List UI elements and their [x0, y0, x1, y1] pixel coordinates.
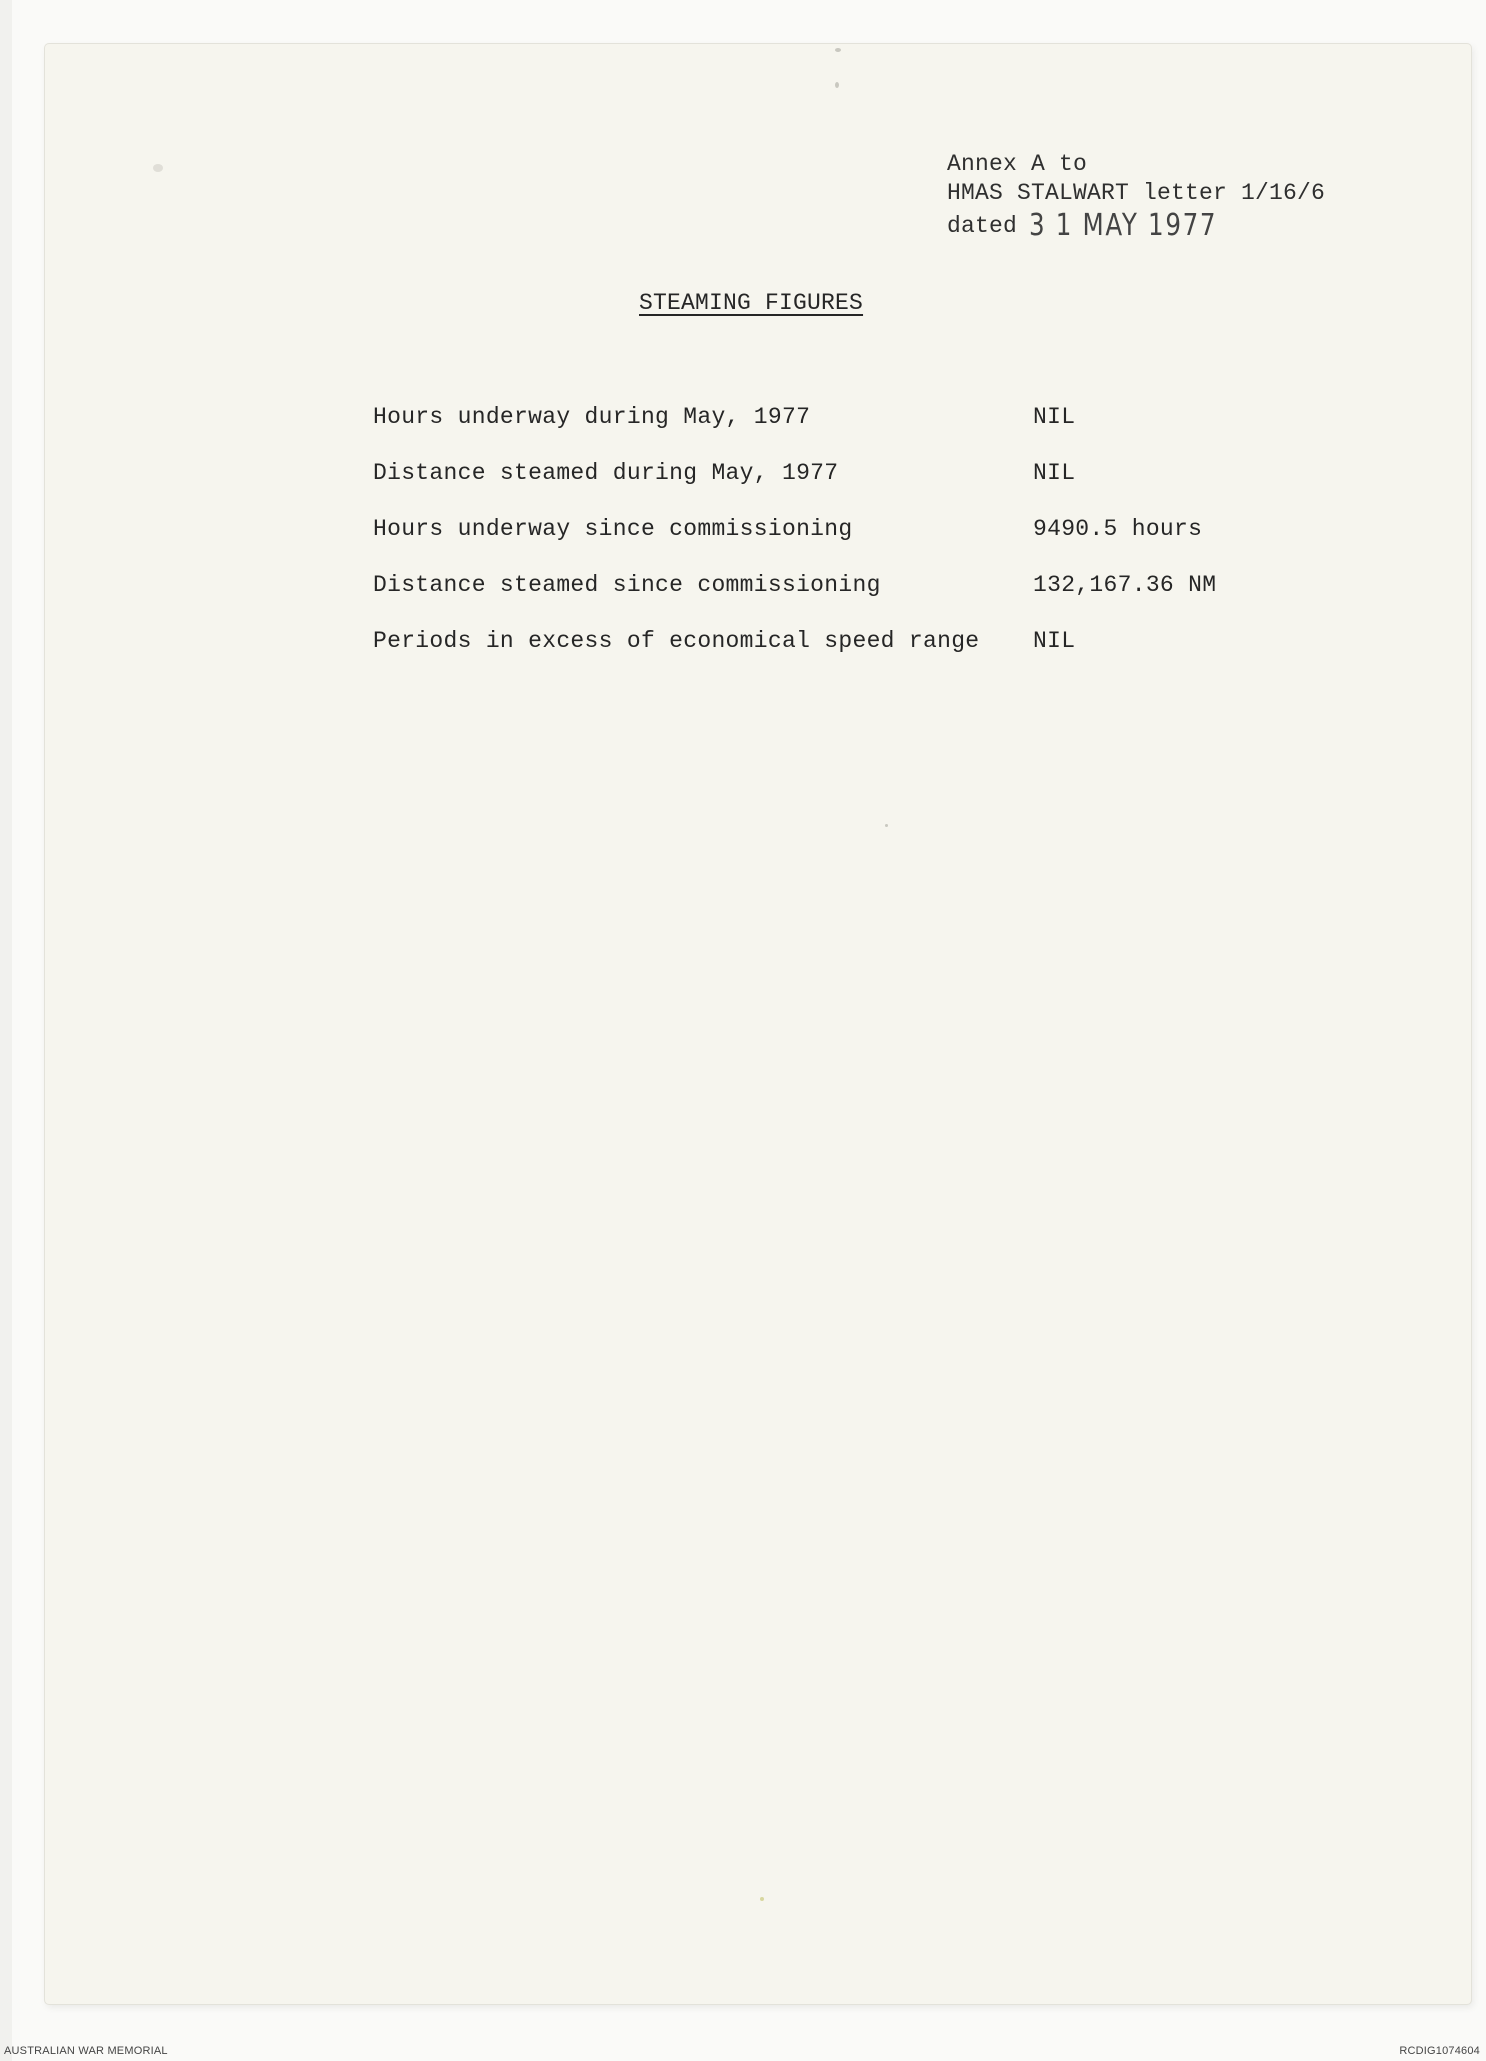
paper-speck: [760, 1897, 764, 1901]
document-page: [45, 44, 1471, 2004]
scan-edge: [0, 0, 12, 2061]
figure-label: Distance steamed during May, 1977: [373, 460, 839, 486]
annex-dated-line: [947, 208, 1325, 241]
dated-label: dated: [947, 213, 1018, 239]
figure-value: NIL: [1033, 404, 1076, 430]
annex-line-1: Annex A to: [947, 151, 1088, 177]
annex-reference: [947, 150, 1325, 241]
annex-line-2: HMAS STALWART letter 1/16/6: [947, 180, 1326, 206]
archive-credit: AUSTRALIAN WAR MEMORIAL: [4, 2045, 168, 2057]
figure-label: Hours underway since commissioning: [373, 516, 853, 542]
paper-speck: [885, 824, 888, 827]
archive-id: RCDIG1074604: [1399, 2045, 1480, 2057]
date-stamp: 3 1 MAY 1977: [1029, 208, 1218, 243]
figure-label: Periods in excess of economical speed range: [373, 628, 980, 654]
page-title: STEAMING FIGURES: [639, 290, 864, 316]
paper-speck: [835, 48, 841, 52]
paper-speck: [835, 82, 839, 88]
figure-value: 9490.5 hours: [1033, 516, 1203, 542]
paper-speck: [153, 164, 163, 172]
figure-value: 132,167.36 NM: [1033, 572, 1217, 598]
figure-value: NIL: [1033, 460, 1076, 486]
figure-label: Distance steamed since commissioning: [373, 572, 881, 598]
figure-label: Hours underway during May, 1977: [373, 404, 811, 430]
figure-value: NIL: [1033, 628, 1076, 654]
